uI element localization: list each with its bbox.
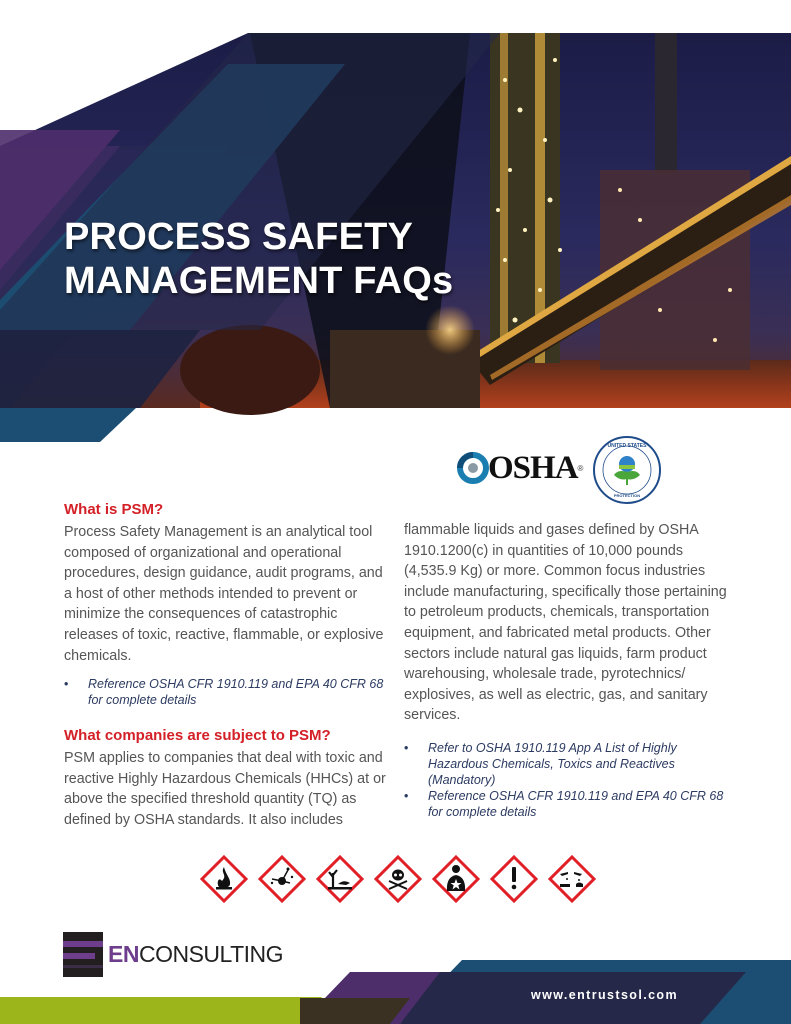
companies-reference-list	[404, 740, 734, 820]
corrosive-icon	[548, 855, 596, 903]
website-link[interactable]: www.entrustsol.com	[531, 988, 678, 1002]
list-item-text: Refer to OSHA 1910.119 App A List of Highly Hazardous Chemicals, Toxics and Reactives (Mandatory)	[428, 740, 677, 787]
list-item-text: Reference OSHA CFR 1910.119 and EPA 40 CFR 68 for complete details	[88, 677, 384, 708]
heading-companies-subject: What companies are subject to PSM?	[64, 727, 331, 745]
svg-text:UNITED STATES: UNITED STATES	[607, 443, 647, 449]
bullet-icon: •	[64, 677, 69, 692]
title-line-1: PROCESS SAFETY	[64, 216, 414, 258]
companies-description-continued: flammable liquids and gases defined by OSHA 1910.1200(c) in quantities of 10,000 pounds (4,535.9 Kg) or more. Common focus industries include manufacturing, specifically those pertaining to petroleum products, chemicals, transportation equipment, and fabricated metal products. Other sectors include natural gas liquids, farm product warehousing, wholesale trade, pyrotechnics/ explosives, as well as electric, gas, and sanitary services.	[404, 522, 727, 724]
left-column	[64, 500, 389, 831]
companies-description: PSM applies to companies that deal with toxic and reactive Highly Hazardous Chemicals (HHCs) at or above the specified threshold quantity (TQ) as defined by OSHA standards. It also includes	[64, 750, 386, 828]
enconsulting-wordmark: ENCONSULTING	[108, 941, 284, 967]
enconsulting-logo	[63, 932, 283, 977]
list-item	[404, 740, 734, 788]
osha-wordmark: OSHA	[488, 449, 578, 486]
page-title	[64, 215, 453, 303]
list-item-text: Reference OSHA CFR 1910.119 and EPA 40 CFR 68 for complete details	[428, 788, 724, 819]
bullet-icon: •	[404, 740, 409, 755]
explosive-icon	[258, 855, 306, 903]
hero-banner	[0, 0, 791, 450]
bullet-icon: •	[404, 788, 409, 803]
title-line-2: MANAGEMENT FAQs	[64, 260, 454, 302]
list-item	[404, 788, 734, 820]
svg-text:PROTECTION: PROTECTION	[613, 493, 641, 498]
list-item	[64, 676, 389, 708]
enconsulting-mark-icon	[63, 932, 103, 977]
ghs-hazard-pictograms	[200, 855, 596, 903]
exclamation-irritant-icon	[490, 855, 538, 903]
heading-what-is-psm: What is PSM?	[64, 501, 164, 518]
osha-logo	[457, 449, 584, 486]
epa-seal-icon	[592, 435, 662, 505]
psm-reference-list	[64, 676, 389, 708]
environmental-hazard-icon	[316, 855, 364, 903]
osha-ring-icon	[457, 452, 491, 484]
toxic-skull-icon	[374, 855, 422, 903]
flammable-icon	[200, 855, 248, 903]
right-column	[404, 520, 734, 820]
psm-description: Process Safety Management is an analytical tool composed of organizational and operational procedures, design guidance, audit programs, and a host of other methods intended to prevent or minimize the consequences of catastrophic releases of toxic, reactive, flammable, or explosive chemicals.	[64, 524, 384, 664]
agency-logos	[455, 432, 675, 507]
registered-mark: ®	[577, 463, 584, 473]
health-hazard-icon	[432, 855, 480, 903]
